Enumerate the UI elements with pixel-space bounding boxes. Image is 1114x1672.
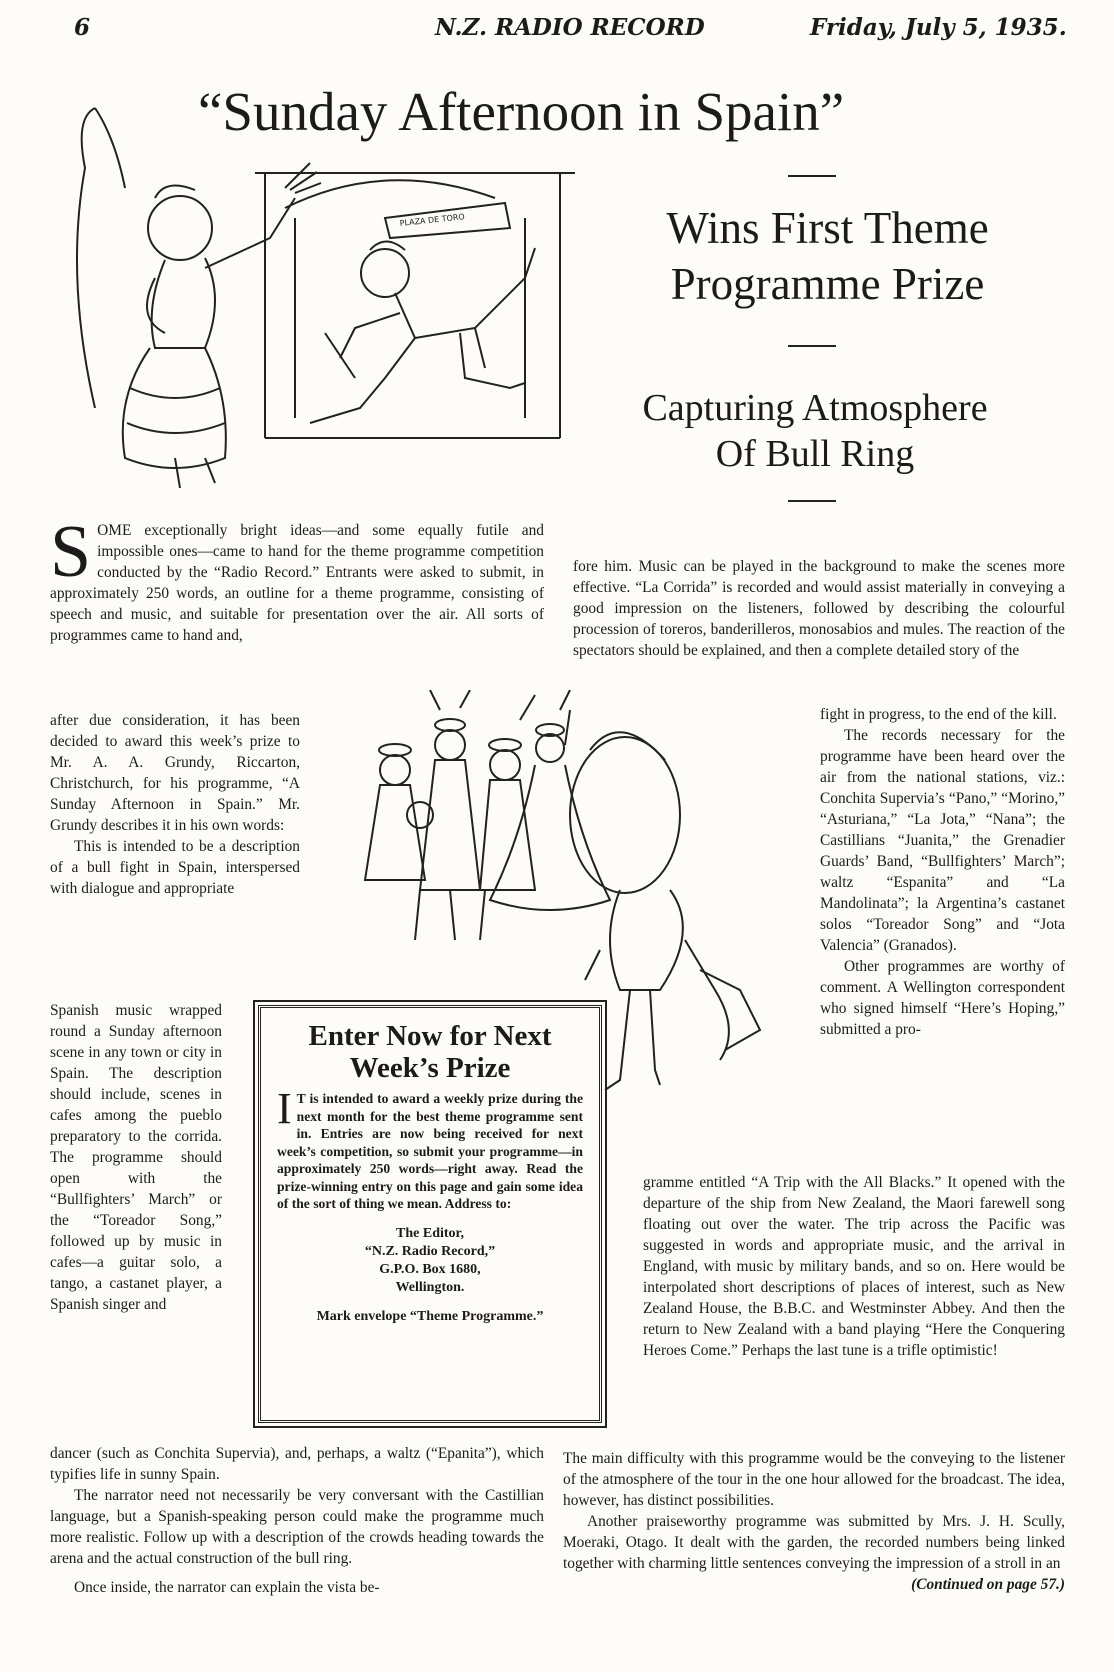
right-paragraph-1b: fight in progress, to the end of the kill. (820, 706, 1057, 723)
right-paragraph-3a: Other programmes are worthy of comment. A Wellington correspondent who signed himself “Here’s Hoping,” submitted a pro- (820, 958, 1065, 1038)
left-paragraph-2c: dancer (such as Conchita Supervia), and, perhaps, a waltz (“Epanita”), which typifies life in sunny Spain. (50, 1445, 544, 1483)
headline: “Sunday Afternoon in Spain” (198, 81, 845, 142)
prize-notice-dropcap: I (277, 1084, 292, 1133)
address-line-4: Wellington. (395, 1279, 465, 1295)
left-column-upper (50, 710, 300, 899)
address-line-2: “N.Z. Radio Record,” (364, 1243, 496, 1259)
prize-notice-body (261, 1084, 599, 1213)
flamenco-illustration (55, 78, 575, 498)
right-paragraph-2: The records necessary for the programme have been heard over the air from the national stations, viz.: Conchita Supervia’s “Pano,” “Morino,” “Asturiana,” “La Jota,” “Nana”; the Castillians “Juanita,” the Grenadier Guards’ Band, “Bullfighters’ March”; waltz “Espanita” and “La Mandolinata”; la Argentina’s castanet solos “Toreador Song” and “Jota Valencia” (Granados). (820, 727, 1065, 954)
right-paragraph-3b: gramme entitled “A Trip with the All Blacks.” It opened with the departure of the ship from New Zealand, the Maori farewell song floating out over the water. The trip across the Pacific was suggested in words and appropriate music, and the arrival in England, with music by military bands, and so on. Here would be interpolated short descriptions of places of interest, such as New Zealand House, the B.B.C. and Westminster Abbey. And then the return to New Zealand with a band playing “Here the Conquering Heroes Come.” Perhaps the last tune is a trifle optimistic! (643, 1174, 1065, 1359)
issue-date: Friday, July 5, 1935. (810, 14, 1067, 41)
page-number: 6 (74, 14, 91, 41)
rule-1 (788, 175, 836, 177)
left-paragraph-1: OME exceptionally bright ideas—and some equally futile and impossible ones—came to hand for the theme programme competition conducted by the “Radio Record.” Entrants were asked to submit, in approximately 250 words, an outline for a theme programme, consisting of speech and music, and suitable for presentation over the air. All sorts of programmes came to hand and, (50, 522, 544, 644)
address-line-1: The Editor, (396, 1225, 464, 1241)
continued-note: (Continued on page 57.) (911, 1576, 1065, 1593)
right-column-narrow (820, 704, 1065, 1040)
article-dropcap: S (50, 511, 92, 593)
rule-3 (788, 500, 836, 502)
left-paragraph-2a: This is intended to be a description of a bull fight in Spain, interspersed with dialogue and appropriate (50, 838, 300, 897)
right-paragraph-1a: fore him. Music can be played in the background to make the scenes more effective. “La Corrida” is recorded and would assist materially in conveying a good impression on the listeners, followed by describing the colourful procession of toreros, banderilleros, monosabios and mules. The reaction of the spectators should be explained, and then a complete detailed story of the (573, 558, 1065, 659)
left-column-lower (50, 1443, 544, 1598)
subheadline-2-line1: Capturing Atmosphere (642, 387, 988, 429)
address-line-3: G.P.O. Box 1680, (379, 1261, 481, 1277)
article-intro (50, 511, 544, 646)
left-paragraph-1b: after due consideration, it has been decided to award this week’s prize to Mr. A. A. Grundy, Riccarton, Christchurch, for his programme, “A Sunday Afternoon in Spain.” Mr. Grundy describes it in his own words: (50, 712, 300, 834)
subheadline (575, 200, 1080, 312)
subheadline-2-line2: Of Bull Ring (715, 433, 915, 475)
prize-notice-title: Enter Now for Next Week’s Prize (308, 1020, 552, 1084)
right-paragraph-4: Another praiseworthy programme was submitted by Mrs. J. H. Scully, Moeraki, Otago. It dealt with the garden, the recorded numbers being linked together with charming little sentences conveying the impression of a stroll in an (563, 1513, 1065, 1572)
prize-notice-box (258, 1005, 602, 1423)
left-column-narrow (50, 1000, 222, 1315)
right-paragraph-3c: The main difficulty with this programme would be the conveying to the listener of the atmosphere of the tour in the one hour allowed for the broadcast. The idea, however, has distinct possibilities. (563, 1450, 1065, 1509)
left-paragraph-4: Once inside, the narrator can explain the vista be- (74, 1579, 380, 1596)
editor-address (261, 1225, 599, 1297)
right-column-lower (563, 1448, 1065, 1595)
prize-notice-text: T is intended to award a weekly prize during the next month for the best theme programme sent in. Entries are now being received for next week’s competition, so submit your programme—in approximately 250 words—right away. Read the prize-winning entry on this page and gain some idea of the sort of thing we mean. Address to: (277, 1091, 583, 1211)
subheadline-2 (585, 385, 1045, 477)
publication-name: N.Z. RADIO RECORD (435, 14, 705, 41)
envelope-instruction: Mark envelope “Theme Programme.” (316, 1308, 544, 1324)
left-paragraph-2b: Spanish music wrapped round a Sunday afternoon scene in any town or city in Spain. The description should include, scenes in cafes among the pueblo preparatory to the corrida. The programme should open with the “Bullfighters’ March” or the “Toreador Song,” followed up by music in cafes—a guitar solo, a tango, a castanet player, a Spanish singer and (50, 1002, 222, 1313)
rule-2 (788, 345, 836, 347)
subheadline-line1: Wins First Theme (666, 203, 989, 253)
left-paragraph-3: The narrator need not necessarily be very conversant with the Castillian language, but a Spanish-speaking person could make the programme much more realistic. Follow up with a description of the crowds heading towards the arena and the actual construction of the bull ring. (50, 1487, 544, 1567)
sign-text: PLAZA DE TORO (399, 212, 466, 228)
subheadline-line2: Programme Prize (670, 259, 985, 309)
